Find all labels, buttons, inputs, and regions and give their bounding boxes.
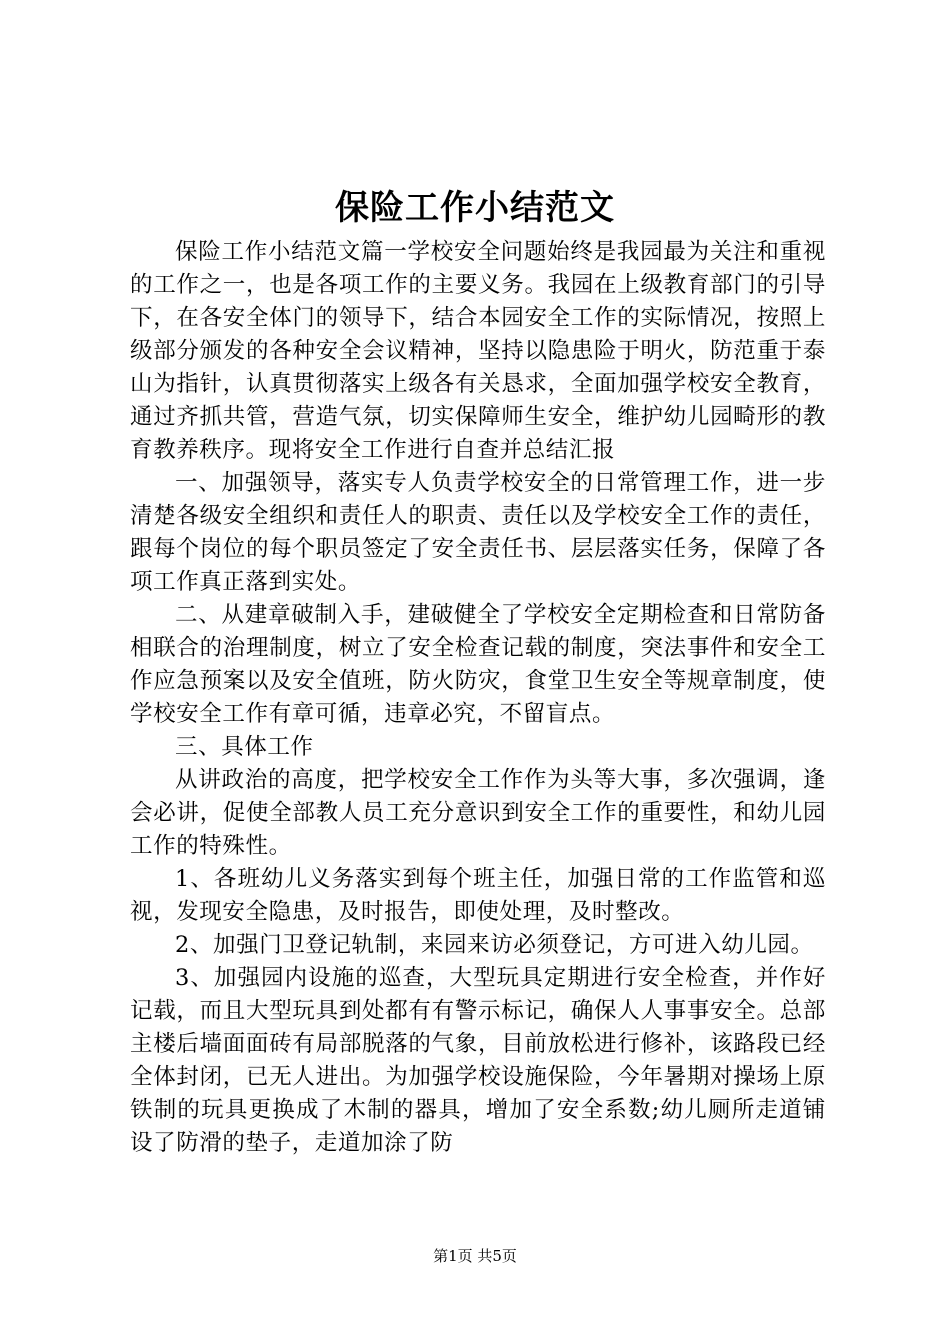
paragraph-specific-work: 从讲政治的高度，把学校安全工作作为头等大事，多次强调，逢会必讲，促使全部教人员工充分意识到安全工作的重要性，和幼儿园工作的特殊性。 (130, 767, 826, 859)
page-footer: 第1页 共5页 (433, 1247, 517, 1265)
section-heading-3: 三、具体工作 (175, 734, 314, 760)
paragraph-intro: 保险工作小结范文篇一学校安全问题始终是我园最为关注和重视的工作之一，也是各项工作的主要义务。我园在上级教育部门的引导下，在各安全体门的领导下，结合本园安全工作的实际情况，按照上级部分颁发的各种安全会议精神，坚持以隐患险于明火，防范重于泰山为指针，认真贯彻落实上级各有关恳求，全面加强学校安全教育，通过齐抓共管，营造气氛，切实保障师生安全，维护幼儿园畸形的教育教养秩序。现将安全工作进行自查并总结汇报 (130, 239, 826, 463)
paragraph-section-1: 一、加强领导，落实专人负责学校安全的日常管理工作，进一步清楚各级安全组织和责任人的职责、责任以及学校安全工作的责任，跟每个岗位的每个职员签定了安全责任书、层层落实任务，保障了各项工作真正落到实处。 (130, 470, 826, 595)
list-item-3: 3、加强园内设施的巡查，大型玩具定期进行安全检查，并作好记载，而且大型玩具到处都有有警示标记，确保人人事事安全。总部主楼后墙面面砖有局部脱落的气象，目前放松进行修补，该路段已经全体封闭，已无人进出。为加强学校设施保险，今年暑期对操场上原铁制的玩具更换成了木制的器具，增加了安全系数;幼儿厕所走道铺设了防滑的垫子，走道加涂了防 (130, 965, 826, 1156)
list-item-1: 1、各班幼儿义务落实到每个班主任，加强日常的工作监管和巡视，发现安全隐患，及时报告，即使处理，及时整改。 (130, 866, 826, 925)
document-body (130, 236, 826, 1160)
document-title: 保险工作小结范文 (335, 188, 615, 228)
list-item-2: 2、加强门卫登记轨制，来园来访必须登记，方可进入幼儿园。 (175, 932, 814, 958)
paragraph-section-2: 二、从建章破制入手，建破健全了学校安全定期检查和日常防备相联合的治理制度，树立了安全检查记载的制度，突法事件和安全工作应急预案以及安全值班，防火防灾，食堂卫生安全等规章制度，使学校安全工作有章可循，违章必究，不留盲点。 (130, 602, 826, 727)
